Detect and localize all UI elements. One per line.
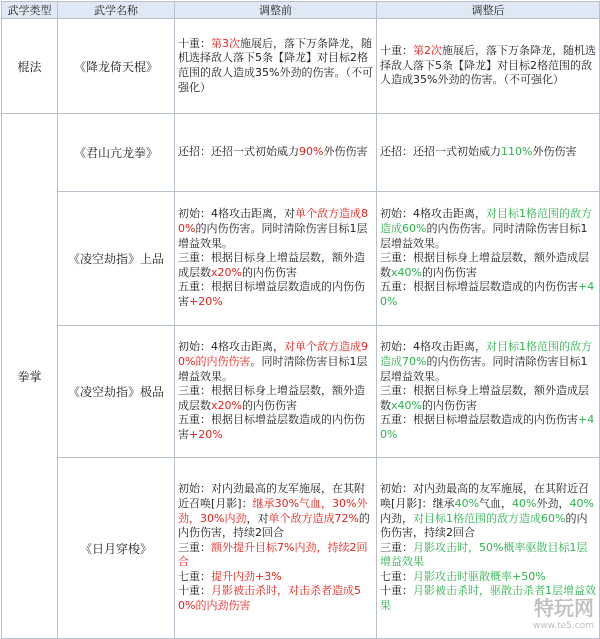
removed-value: 额外提升目标7%内劲，持续2回合 — [178, 540, 368, 569]
description-line — [380, 570, 596, 585]
after-cell — [377, 19, 600, 114]
description-text: 三重：根据目标身上增益层数，额外造成层数 — [178, 251, 365, 279]
removed-value: 第3次 — [211, 36, 240, 50]
added-value: 对目标1格范围的敌方造成60% — [413, 511, 566, 525]
description-text: 还招：还招一式初始威力 — [178, 145, 299, 159]
watermark-logo — [533, 596, 594, 635]
header-before: 调整前 — [175, 2, 377, 19]
added-value: x40% — [391, 398, 422, 412]
skill-name: 《君山亢龙拳》 — [58, 114, 175, 192]
removed-value: 90% — [299, 145, 324, 159]
description-text: 的内伤伤害。同时清除伤害目标1层增益效果。 — [380, 355, 588, 383]
description-line — [178, 413, 373, 442]
after-cell — [377, 326, 600, 458]
removed-value: 对单个敌方造成90%的内伤伤害 — [178, 340, 368, 369]
description-line — [178, 280, 373, 309]
added-value: 月影被击杀时，驱散击杀者1层增益效果 — [380, 584, 596, 613]
description-text: 三重： — [178, 540, 211, 554]
description-text: 三重：根据目标身上增益层数，额外造成层数 — [178, 384, 365, 412]
header-type: 武学类型 — [2, 2, 58, 19]
removed-value: +20% — [189, 427, 223, 441]
description-text: 初始：4格攻击距离， — [380, 340, 486, 354]
description-text: 五重：根据目标增益层数造成的内伤伤害 — [380, 413, 578, 427]
description-line — [380, 482, 596, 540]
removed-value: 第2次 — [413, 44, 442, 58]
header-row — [2, 2, 600, 19]
watermark-brand: 特玩网 — [534, 596, 594, 620]
description-text: 的内伤伤害。同时清除伤害目标1层增益效果。 — [380, 222, 588, 250]
description-text: 三重：根据目标身上增益层数，额外造成层数 — [380, 251, 589, 279]
before-cell — [175, 19, 377, 114]
description-text: 的内伤伤害，持续2回合 — [380, 511, 588, 540]
description-text: 三重： — [380, 540, 413, 554]
table-row — [2, 326, 600, 458]
description-text: 外伤伤害 — [323, 145, 368, 159]
before-cell — [175, 458, 377, 639]
description-text: 的内伤伤害 — [421, 398, 477, 412]
description-line — [178, 482, 373, 540]
description-text: 的内伤伤害。同时清除伤害目标1层增益效果。 — [178, 222, 368, 250]
description-line — [380, 207, 596, 251]
before-cell — [175, 192, 377, 326]
skill-adjustment-table — [1, 1, 600, 639]
description-text: 五重：根据目标增益层数造成的内伤伤害 — [178, 413, 365, 441]
description-text: 五重：根据目标增益层数造成的内伤伤害 — [380, 280, 578, 294]
added-value: +40% — [380, 280, 595, 308]
description-line — [178, 584, 373, 613]
added-value: 对目标1格范围的敌方造成60% — [380, 207, 592, 236]
removed-value: 继承30%气血，30%外劲，30%内劲 — [178, 496, 368, 525]
description-text: 初始：4格攻击距离，对 — [178, 207, 295, 221]
description-text: 外伤伤害 — [532, 145, 577, 159]
description-line — [178, 251, 373, 280]
watermark-url: www.te5.com — [533, 621, 594, 631]
skill-name: 《凌空劫指》极品 — [58, 326, 175, 458]
description-text: 初始：对内劲最高的友军施展，在其附近召唤[月影]： — [178, 482, 365, 510]
description-line — [380, 280, 596, 309]
description-text: 初始：4格攻击距离， — [178, 340, 284, 354]
table-row — [2, 458, 600, 639]
description-text: 三重：根据目标身上增益层数，额外造成层数 — [380, 384, 589, 412]
description-text: 十重： — [380, 44, 413, 58]
description-text: 内劲， — [380, 511, 413, 525]
skill-name: 《降龙倚天棍》 — [58, 19, 175, 114]
description-text: 还招：还招一式初始威力 — [380, 145, 501, 159]
removed-value: 单个敌方造成72% — [268, 511, 359, 525]
after-cell — [377, 192, 600, 326]
before-cell — [175, 114, 377, 192]
added-value: x40% — [391, 265, 422, 279]
description-text: 施展后，落下万条降龙，随机选择敌人落下5条【降龙】对目标2格范围的敌人造成35%外劲的伤害。（不可强化） — [178, 36, 373, 94]
category-cell: 棍法 — [2, 19, 58, 114]
description-text: 十重： — [178, 36, 211, 50]
description-text: 七重： — [178, 569, 211, 583]
description-line — [178, 37, 373, 95]
added-value: 40% — [454, 496, 480, 510]
description-line — [178, 145, 373, 160]
description-text: 外劲， — [536, 496, 570, 510]
description-line — [380, 413, 596, 442]
after-cell — [377, 114, 600, 192]
table-row — [2, 114, 600, 192]
table-row — [2, 19, 600, 114]
description-line — [380, 251, 596, 280]
skill-name: 《日月穿梭》 — [58, 458, 175, 639]
removed-value: 单个敌方造成80% — [178, 207, 368, 236]
description-text: 十重： — [380, 584, 413, 598]
description-line — [178, 570, 373, 585]
description-text: 的内伤伤害 — [241, 398, 297, 412]
description-text: 气血， — [479, 496, 513, 510]
description-text: ，对 — [246, 511, 269, 525]
before-cell — [175, 326, 377, 458]
description-line — [178, 384, 373, 413]
description-line — [178, 541, 373, 570]
description-line — [380, 541, 596, 570]
removed-value: x20% — [211, 265, 242, 279]
description-text: 的内伤伤害 — [421, 265, 477, 279]
added-value: 110% — [501, 145, 533, 159]
header-name: 武学名称 — [58, 2, 175, 19]
description-line — [178, 340, 373, 384]
added-value: +40% — [380, 413, 595, 441]
description-line — [380, 145, 596, 160]
category-cell: 拳掌 — [2, 114, 58, 639]
description-text: 施展后，落下万条降龙，随机选择敌人落下5条【降龙】对目标2格范围的敌人造成35%外劲的伤害。（不可强化） — [380, 44, 596, 87]
added-value: 40% — [569, 496, 594, 510]
header-after: 调整后 — [377, 2, 600, 19]
description-text: 。同时清除伤害目标1层增益效果。 — [178, 355, 368, 383]
added-value: 月影攻击时驱散概率+50% — [413, 569, 546, 583]
added-value: 月影攻击时，50%概率驱散目标1层增益效果 — [380, 540, 588, 569]
description-text: 五重：根据目标增益层数造成的内伤伤害 — [178, 280, 365, 308]
description-line — [380, 384, 596, 413]
skill-name: 《凌空劫指》上品 — [58, 192, 175, 326]
removed-value: 月影被击杀时，对击杀者造成50%的内劲伤害 — [178, 584, 361, 613]
removed-value: +20% — [189, 294, 223, 308]
description-line — [178, 207, 373, 251]
description-text: 初始：4格攻击距离， — [380, 207, 486, 221]
description-text: 七重： — [380, 569, 413, 583]
description-text: 的内伤伤害，持续2回合 — [178, 511, 370, 540]
description-text: 初始：对内劲最高的友军施展，在其附近召唤[月影]：继承 — [380, 482, 589, 510]
description-text: 的内伤伤害 — [241, 265, 297, 279]
removed-value: 提升内劲+3% — [211, 569, 282, 583]
description-line — [380, 340, 596, 384]
added-value: 对目标1格范围的敌方造成70% — [380, 340, 592, 369]
description-line — [380, 44, 596, 88]
removed-value: x20% — [211, 398, 242, 412]
table-row — [2, 192, 600, 326]
description-text: 十重： — [178, 584, 211, 598]
added-value: 40% — [512, 496, 537, 510]
